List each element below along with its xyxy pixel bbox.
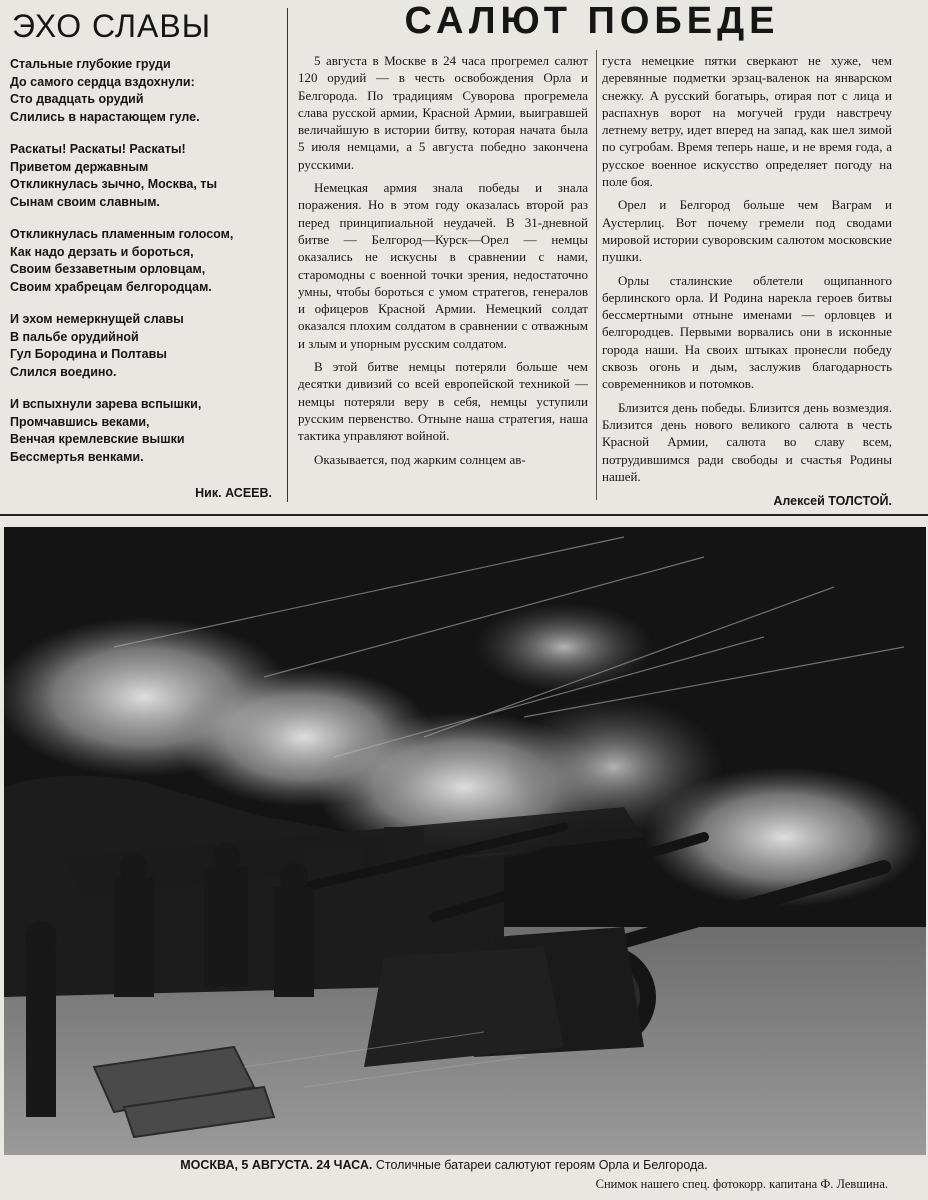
poem-line: Сто двадцать орудий (10, 92, 144, 106)
column-divider (287, 8, 288, 502)
article-author: Алексей ТОЛСТОЙ. (773, 494, 892, 509)
poem-line: И вспыхнули зарева вспышки, (10, 397, 202, 411)
poem-line: Бессмертья венками. (10, 449, 144, 464)
article-title: САЛЮТ ПОБЕДЕ (404, 0, 780, 42)
poem-line: Как надо дерзать и бороться, (10, 244, 194, 259)
article-paragraph: Немецкая армия знала победы и знала поражения. Но в этом году оказалась второй раз перед принципиальной неудачей. В 31-дневной битве — Белгород—Курск—Орел — немцы оказались не искусны в сравнении с нами, старомодны с военной точки зрения, недостаточно умны, чтобы бороться с умом стратегов, генералов и офицеров Красной Армии. Немецкий солдат оказался плохим солдатом в сравнении с отважным и злым и упорным русским солдатом. (298, 180, 588, 351)
poem-stanza (10, 141, 282, 211)
poem-line: Приветом державным (10, 159, 149, 174)
article-paragraph: Орлы сталинские облетели ощипанного берлинского орла. И Родина нарекла героев битвы бессмертными отныне именами — орловцев и белгородцев. Первыми ворвались они в исконные города наши. На своих штыках пронесли победу сквозь огонь и дым, заслужив благодарность современников и потомков. (602, 272, 892, 392)
poem-line: Откликнулась зычно, Москва, ты (10, 177, 218, 191)
poem-stanza (10, 311, 282, 381)
poem-stanza (10, 56, 282, 126)
poem-line: Гул Бородина и Полтавы (10, 347, 167, 361)
poem-stanza (10, 226, 282, 296)
poem-line: Сынам своим славным. (10, 194, 160, 209)
article-paragraph: Орел и Белгород больше чем Ваграм и Аустерлиц. Вот почему гремели под сводами мировой истории суворовским салютом московские пушки. (602, 197, 892, 265)
poem-title: ЭХО СЛАВЫ (12, 8, 212, 44)
column-divider (596, 50, 597, 500)
poem-line: Стальные глубокие груди (10, 57, 171, 71)
poem-line: В пальбе орудийной (10, 329, 139, 344)
artillery-salute-photo (4, 527, 926, 1155)
poem-body (10, 56, 282, 466)
article-paragraph: 5 августа в Москве в 24 часа прогремел салют 120 орудий — в честь освобождения Орла и Белгорода. По традициям Суворова прогремела слава русской армии, Красной Армии, выигравшей величайшую в истории битву, которая начата была 5 июля немцами, а 5 августа победно закончена русскими. (298, 53, 588, 172)
poem-line: Промчавшись веками, (10, 414, 150, 429)
poem-line: Своим храбрецам белгородцам. (10, 279, 212, 294)
poem-line: Откликнулась пламенным голосом, (10, 227, 234, 241)
photo-caption (4, 1158, 884, 1172)
poem-line: Своим беззаветным орловцам, (10, 262, 206, 276)
poem-line: Слился воедино. (10, 364, 117, 379)
photo-credit: Снимок нашего спец. фотокорр. капитана Ф. Левшина. (595, 1177, 888, 1191)
article-column-2 (602, 52, 892, 510)
article-paragraph: густа немецкие пятки сверкают не хуже, чем деревянные подметки эрзац-валенок на январском снежку. А русский богатырь, отирая пот с лица и распахнув ворот на могучей груди навстречу летнему ветру, идет вперед на запад, как шел зимой по сугробам. Время теперь наше, и не время года, а русское военное искусство определяет погоду на поле боя. (602, 53, 892, 190)
poem-line: Венчая кремлевские вышки (10, 432, 185, 446)
poem-line: Раскаты! Раскаты! Раскаты! (10, 142, 186, 156)
artillery-salute-illustration (4, 527, 926, 1155)
poem-stanza (10, 396, 282, 466)
caption-dateline: МОСКВА, 5 АВГУСТА. 24 ЧАСА. (180, 1158, 373, 1172)
article-paragraph: Оказывается, под жарким солнцем ав- (314, 451, 526, 467)
article-paragraph: В этой битве немцы потеряли больше чем десятки дивизий со всей европейской техникой — немцы потеряли веру в себя, немцы уступили русским первенство. Отныне наша стратегия, наша тактика управляют войной. (298, 359, 588, 444)
poem-author: Ник. АСЕЕВ. (195, 486, 272, 500)
poem-line: И эхом немеркнущей славы (10, 312, 184, 326)
poem-line: До самого сердца вздохнули: (10, 74, 195, 89)
section-divider (0, 514, 928, 516)
caption-text: Столичные батареи салютуют героям Орла и Белгорода. (375, 1158, 708, 1172)
poem-line: Слились в нарастающем гуле. (10, 109, 200, 124)
article-column-1 (298, 52, 588, 468)
article-paragraph: Близится день победы. Близится день возмездия. Близится день нового великого салюта в честь Красной Армии, салюта во славу всем, потрудившимся ради свободы и счастья Родины нашей. (602, 399, 892, 484)
